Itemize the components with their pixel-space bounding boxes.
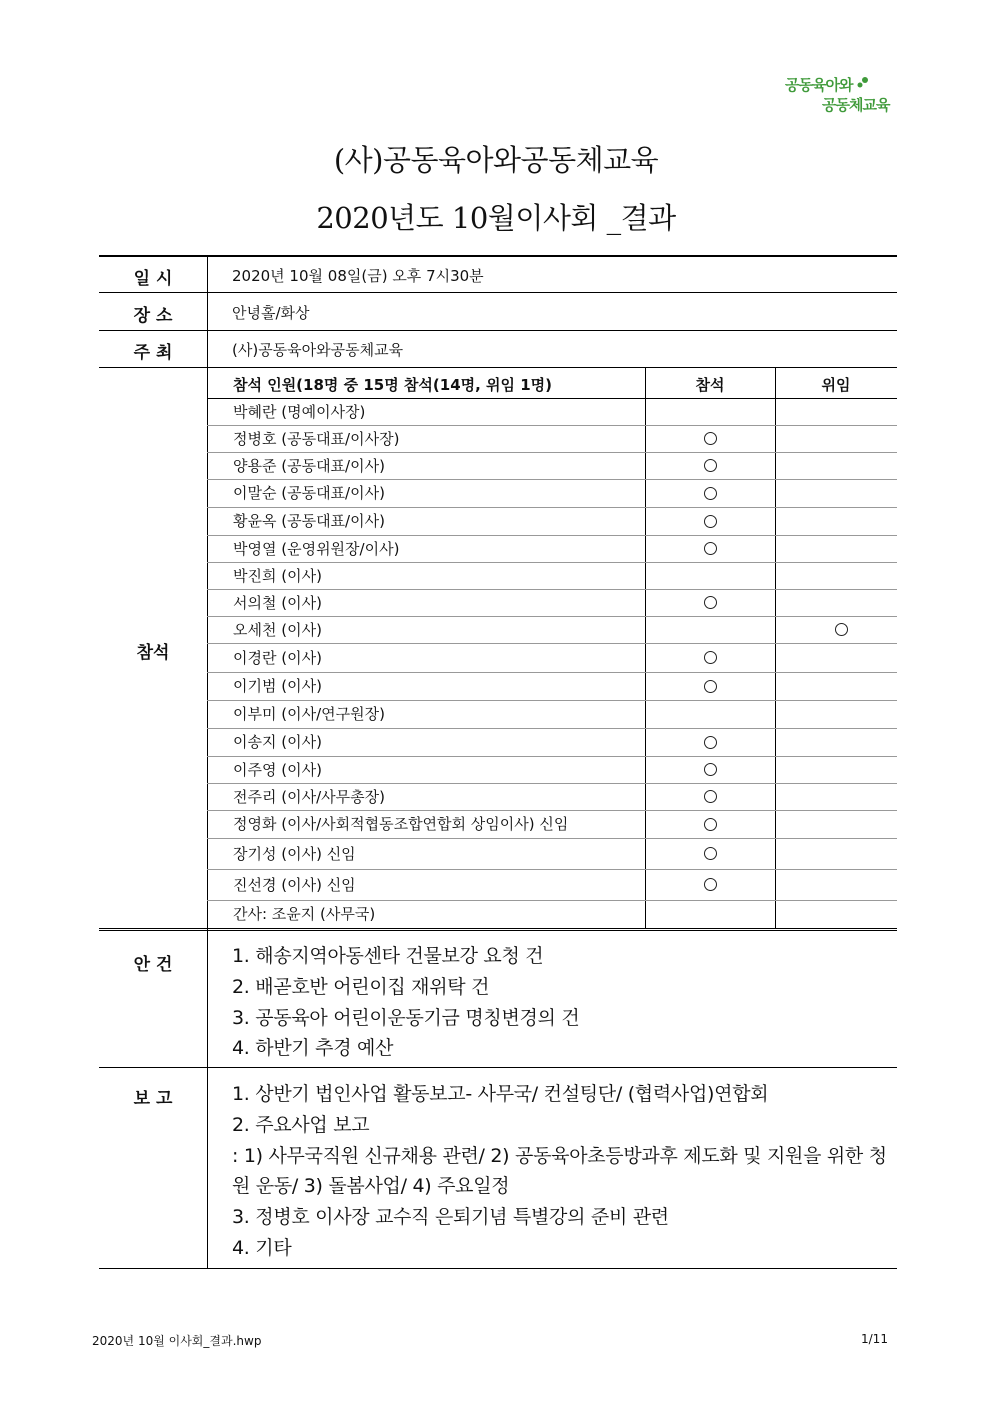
- attend-mark-icon: [704, 432, 717, 445]
- organization-logo: [780, 74, 898, 120]
- date-value: 2020년 10월 08일(금) 오후 7시30분: [232, 267, 484, 285]
- attend-mark-icon: [704, 847, 717, 860]
- attendance-header-members: 참석 인원(18명 중 15명 참석(14명, 위임 1명): [233, 376, 553, 394]
- attendee-name: 오세천 (이사): [233, 620, 322, 639]
- attendance-header-proxy: 위임: [821, 376, 851, 394]
- agenda-item: 3. 공동육아 어린이운동기금 명칭변경의 건: [232, 1007, 580, 1029]
- attend-mark-icon: [704, 790, 717, 803]
- divider: [99, 928, 897, 931]
- attendance-header-attend: 참석: [695, 376, 725, 394]
- document-title: (사)공동육아와공동체교육: [333, 143, 659, 177]
- divider: [99, 367, 897, 368]
- attendee-name: 서의철 (이사): [233, 593, 322, 612]
- row-divider: [207, 728, 897, 729]
- row-divider: [207, 838, 897, 839]
- footer-page-number: 1/11: [861, 1332, 888, 1346]
- report-item: : 1) 사무국직원 신규채용 관련/ 2) 공동육아초등방과후 제도화 및 지원을 위한 청: [232, 1145, 887, 1167]
- place-value: 안녕홀/화상: [232, 304, 310, 322]
- row-divider: [207, 507, 897, 508]
- attend-mark-icon: [704, 818, 717, 831]
- attend-mark-icon: [704, 651, 717, 664]
- host-label: 주 최: [133, 343, 173, 363]
- attendee-name: 정병호 (공동대표/이사장): [233, 429, 400, 448]
- place-label: 장 소: [133, 306, 173, 326]
- attendee-name: 이기범 (이사): [233, 677, 322, 695]
- attendee-name: 황윤옥 (공동대표/이사): [233, 512, 385, 530]
- divider: [99, 330, 897, 331]
- attend-mark-icon: [704, 680, 717, 693]
- agenda-label: 안 건: [133, 955, 173, 975]
- logo-text-line1: 공동육아와: [785, 76, 853, 94]
- attendee-name: 이주영 (이사): [233, 760, 322, 779]
- column-divider: [207, 256, 208, 1268]
- logo-text-line2: 공동체교육: [822, 96, 890, 114]
- leaf-icon: [856, 76, 870, 92]
- report-item: 4. 기타: [232, 1237, 292, 1259]
- attendee-name: 정영화 (이사/사회적협동조합연합회 상임이사) 신임: [233, 815, 569, 833]
- attendee-name: 이말순 (공동대표/이사): [233, 484, 385, 502]
- report-item: 2. 주요사업 보고: [232, 1114, 370, 1136]
- agenda-item: 4. 하반기 추경 예산: [232, 1037, 394, 1059]
- row-divider: [207, 810, 897, 811]
- attendee-name: 박혜란 (명예이사장): [233, 402, 366, 421]
- attend-mark-icon: [704, 487, 717, 500]
- date-label: 일 시: [133, 269, 173, 289]
- attendee-name: 양용준 (공동대표/이사): [233, 456, 385, 475]
- agenda-item: 1. 해송지역아동센타 건물보강 요청 건: [232, 945, 544, 967]
- attendance-section-label: 참석: [136, 643, 170, 663]
- attendee-name: 박진희 (이사): [233, 566, 322, 585]
- row-divider: [207, 643, 897, 644]
- attendee-name: 이부미 (이사/연구원장): [233, 705, 385, 723]
- row-divider: [207, 700, 897, 701]
- proxy-mark-icon: [835, 623, 848, 636]
- attendee-name: 전주리 (이사/사무총장): [233, 787, 385, 806]
- attend-mark-icon: [704, 515, 717, 528]
- table-bottom-border: [99, 1268, 897, 1269]
- row-divider: [207, 479, 897, 480]
- attendee-name: 이송지 (이사): [233, 733, 322, 751]
- report-label: 보 고: [133, 1089, 173, 1109]
- divider: [99, 292, 897, 293]
- row-divider: [207, 900, 897, 901]
- attend-mark-icon: [704, 736, 717, 749]
- report-item: 3. 정병호 이사장 교수직 은퇴기념 특별강의 준비 관련: [232, 1206, 669, 1228]
- attendee-name: 박영열 (운영위원장/이사): [233, 539, 400, 558]
- attendee-name: 장기성 (이사) 신임: [233, 844, 356, 863]
- divider: [99, 1067, 897, 1068]
- attendee-name: 간사: 조윤지 (사무국): [233, 905, 376, 923]
- attend-mark-icon: [704, 459, 717, 472]
- attend-mark-icon: [704, 763, 717, 776]
- report-item: 원 운동/ 3) 돌봄사업/ 4) 주요일정: [232, 1175, 510, 1197]
- attend-mark-icon: [704, 596, 717, 609]
- report-item: 1. 상반기 법인사업 활동보고- 사무국/ 컨설팅단/ (협력사업)연합회: [232, 1083, 769, 1105]
- attendee-name: 이경란 (이사): [233, 648, 322, 667]
- attendee-name: 진선경 (이사) 신임: [233, 875, 356, 894]
- table-top-border: [99, 255, 897, 257]
- host-value: (사)공동육아와공동체교육: [232, 341, 404, 359]
- agenda-item: 2. 배곧호반 어린이집 재위탁 건: [232, 976, 490, 998]
- attend-mark-icon: [704, 878, 717, 891]
- attend-mark-icon: [704, 542, 717, 555]
- footer-filename: 2020년 10월 이사회_결과.hwp: [92, 1334, 262, 1348]
- document-subtitle: 2020년도 10월이사회 _결과: [316, 201, 676, 235]
- row-divider: [207, 869, 897, 870]
- row-divider: [207, 672, 897, 673]
